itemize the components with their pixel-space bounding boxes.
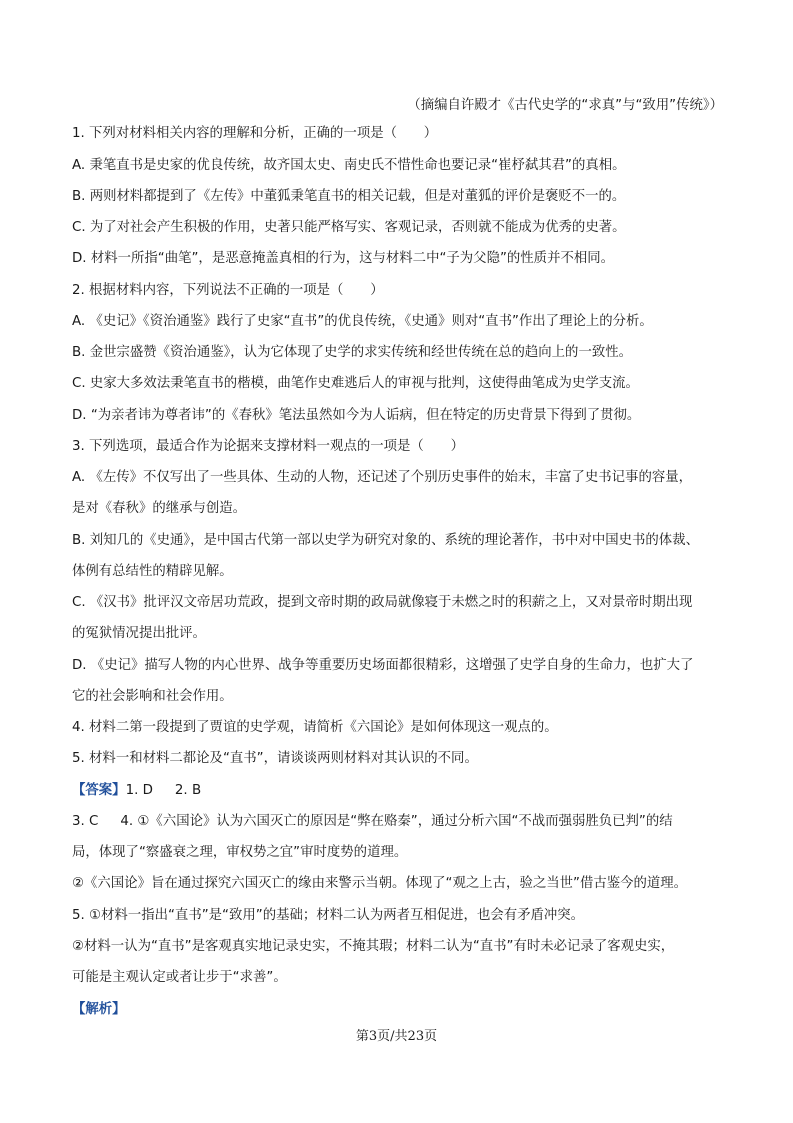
option-3d-line-2: 它的社会影响和社会作用。	[72, 689, 233, 704]
option-2b: B. 金世宗盛赞《资治通鉴》，认为它体现了史学的求实传统和经世传统在总的趋向上的一致性。	[72, 345, 633, 360]
answer-tag: 【答案】	[72, 783, 126, 798]
question-4: 4. 材料二第一段提到了贾谊的史学观，请简析《六国论》是如何体现这一观点的。	[72, 720, 558, 735]
page-footer: 第3页/共23页	[355, 1029, 438, 1044]
question-2: 2. 根据材料内容，下列说法不正确的一项是（ ）	[72, 283, 384, 298]
option-2a: A. 《史记》《资治通鉴》践行了史家“直书”的优良传统，《史通》则对“直书”作出了理论上的分析。	[72, 314, 653, 329]
answer-4-text: 4. ①《六国论》认为六国灭亡的原因是“弊在赂秦”，通过分析六国“不战而强弱胜负已判”的结	[120, 814, 673, 829]
answer-detail-6: 可能是主观认定或者让步于“求善”。	[72, 970, 287, 985]
answer-detail-1	[72, 813, 673, 831]
option-1a: A. 秉笔直书是史家的优良传统，故齐国太史、南史氏不惜性命也要记录“崔杼弑其君”的真相。	[72, 158, 626, 173]
answer-1: 1. D	[125, 783, 153, 798]
answer-detail-2: 局，体现了“察盛衰之理，审权势之宜”审时度势的道理。	[72, 845, 408, 860]
answer-2: 2. B	[174, 783, 202, 798]
answer-detail-3: ②《六国论》旨在通过探究六国灭亡的缘由来警示当朝。体现了“观之上古，验之当世”借古鉴今的道理。	[72, 876, 688, 891]
option-3d-line-1: D. 《史记》描写人物的内心世界、战争等重要历史场面都很精彩，这增强了史学自身的生命力，也扩大了	[72, 658, 694, 673]
answer-line-1	[72, 782, 201, 800]
option-3a-line-2: 是对《春秋》的继承与创造。	[72, 501, 247, 516]
analysis-tag: 【解析】	[72, 1002, 126, 1017]
question-1: 1. 下列对材料相关内容的理解和分析，正确的一项是（ ）	[72, 126, 438, 141]
question-5: 5. 材料一和材料二都论及“直书”，请谈谈两则材料对其认识的不同。	[72, 751, 478, 766]
source-citation: （摘编自许殿才《古代史学的“求真”与“致用”传统》）	[407, 98, 723, 113]
option-1c: C. 为了对社会产生积极的作用，史著只能严格写实、客观记录，否则就不能成为优秀的史著。	[72, 220, 626, 235]
answer-3: 3. C	[72, 814, 99, 829]
option-3c-line-1: C. 《汉书》批评汉文帝居功荒政，提到文帝时期的政局就像寝于未燃之时的积薪之上，又对景帝时期出现	[72, 595, 693, 610]
option-2c: C. 史家大多效法秉笔直书的楷模，曲笔作史难逃后人的审视与批判，这使得曲笔成为史学支流。	[72, 376, 639, 391]
option-3b-line-1: B. 刘知几的《史通》，是中国古代第一部以史学为研究对象的、系统的理论著作，书中对中国史书的体裁、	[72, 533, 699, 548]
option-1b: B. 两则材料都提到了《左传》中董狐秉笔直书的相关记载，但是对董狐的评价是褒贬不一的。	[72, 189, 626, 204]
option-2d: D. “为亲者讳为尊者讳”的《春秋》笔法虽然如今为人诟病，但在特定的历史背景下得到了贯彻。	[72, 408, 641, 423]
answer-detail-5: ②材料一认为“直书”是客观真实地记录史实，不掩其瑕；材料二认为“直书”有时未必记录了客观史实，	[72, 939, 675, 954]
option-3c-line-2: 的冤狱情况提出批评。	[72, 626, 206, 641]
option-3b-line-2: 体例有总结性的精辟见解。	[72, 564, 233, 579]
option-3a-line-1: A. 《左传》不仅写出了一些具体、生动的人物，还记述了个别历史事件的始末，丰富了史书记事的容量，	[72, 470, 693, 485]
option-1d: D. 材料一所指“曲笔”，是恶意掩盖真相的行为，这与材料二中“子为父隐”的性质并不相同。	[72, 251, 615, 266]
answer-detail-4: 5. ①材料一指出“直书”是“致用”的基础；材料二认为两者互相促进，也会有矛盾冲突。	[72, 908, 585, 923]
question-3: 3. 下列选项，最适合作为论据来支撑材料一观点的一项是（ ）	[72, 439, 464, 454]
